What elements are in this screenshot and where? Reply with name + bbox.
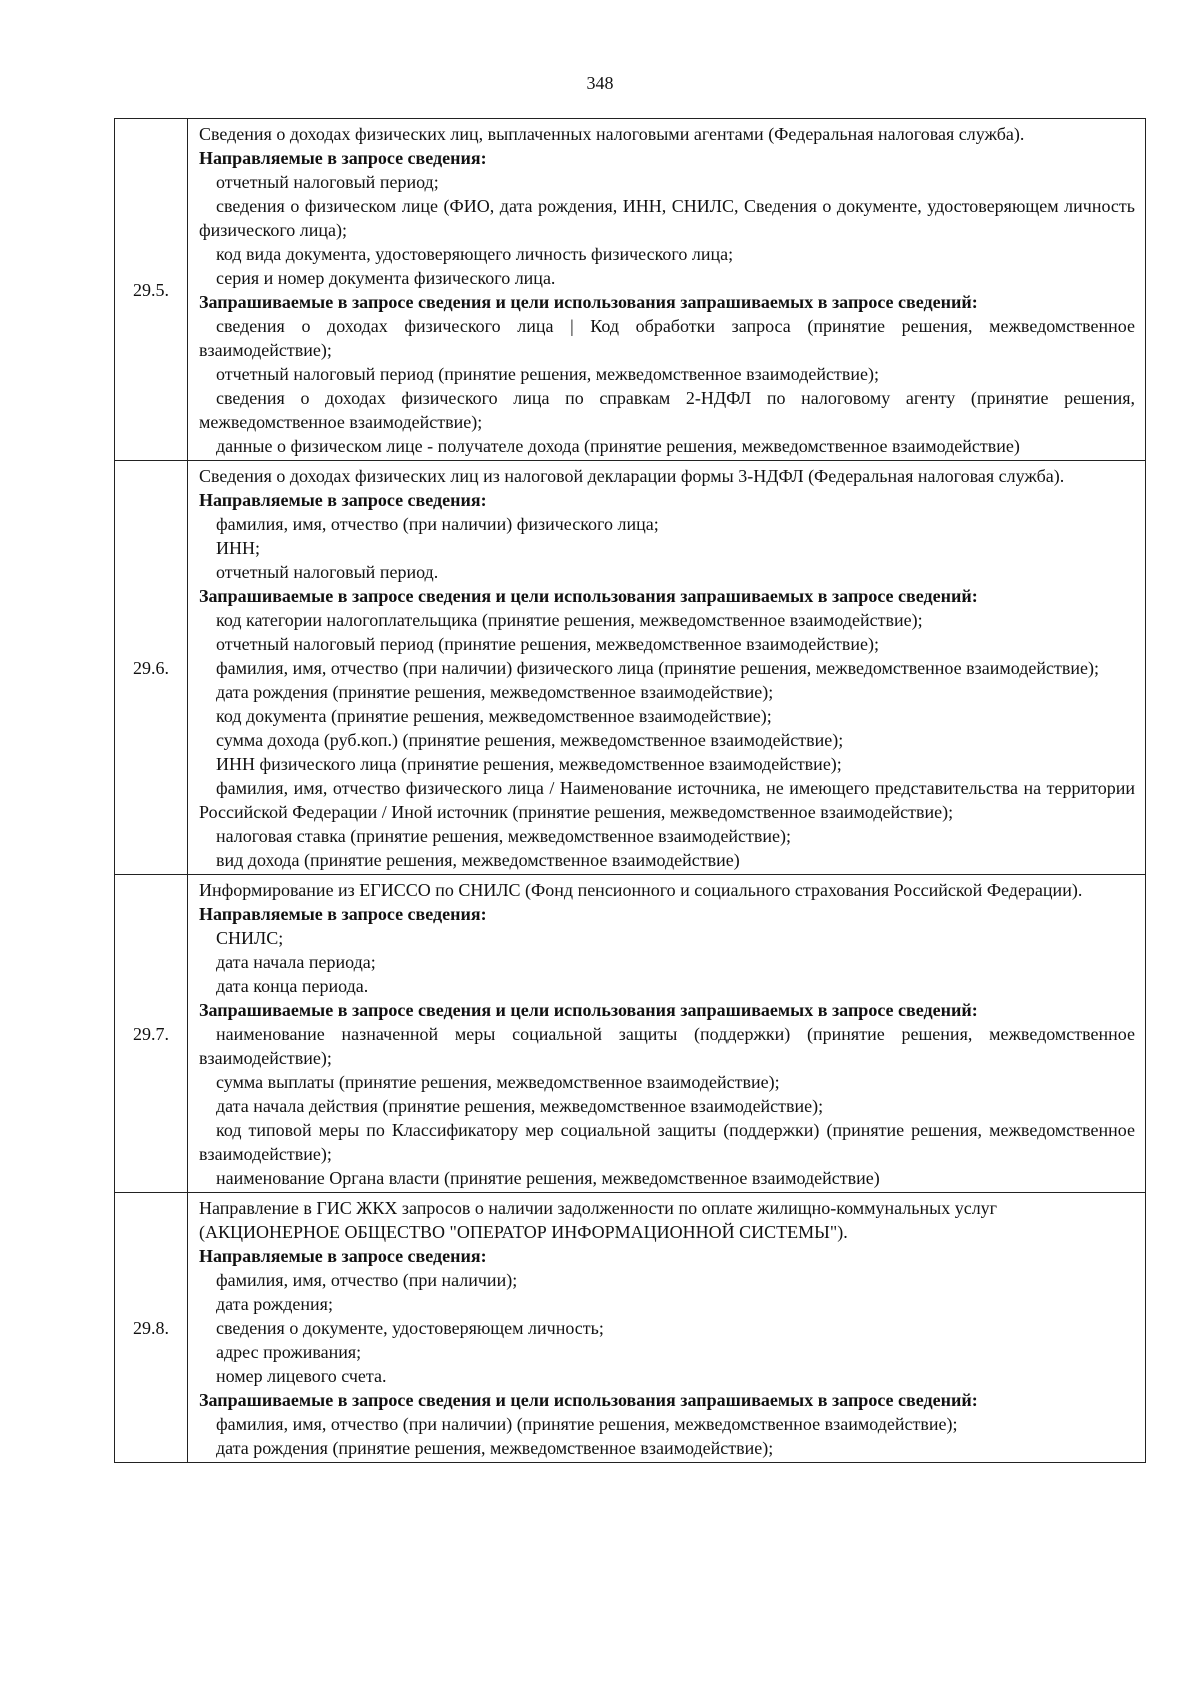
row-number: 29.6. [115, 461, 188, 875]
sent-item: серия и номер документа физического лица. [216, 268, 556, 288]
row-content [188, 461, 1146, 875]
row-number: 29.7. [115, 875, 188, 1193]
sent-heading: Направляемые в запросе сведения: [199, 904, 487, 924]
requested-item: код документа (принятие решения, межведомственное взаимодействие); [216, 706, 772, 726]
requested-item: дата начала действия (принятие решения, межведомственное взаимодействие); [216, 1096, 824, 1116]
sent-heading: Направляемые в запросе сведения: [199, 490, 487, 510]
sent-item: фамилия, имя, отчество (при наличии); [216, 1270, 518, 1290]
requested-item: код категории налогоплательщика (принятие решения, межведомственное взаимодействие); [216, 610, 923, 630]
requested-heading: Запрашиваемые в запросе сведения и цели использования запрашиваемых в запросе сведений: [199, 292, 978, 312]
sent-item: отчетный налоговый период; [216, 172, 439, 192]
requests-table-body [115, 119, 1146, 1463]
sent-item: дата начала периода; [216, 952, 376, 972]
table-row [115, 875, 1146, 1193]
sent-item: дата рождения; [216, 1294, 333, 1314]
requested-item: фамилия, имя, отчество (при наличии) (принятие решения, межведомственное взаимодействие); [216, 1414, 958, 1434]
requested-item: сумма выплаты (принятие решения, межведомственное взаимодействие); [216, 1072, 780, 1092]
sent-item: номер лицевого счета. [216, 1366, 387, 1386]
page-number: 348 [586, 73, 614, 93]
requested-item: налоговая ставка (принятие решения, межведомственное взаимодействие); [216, 826, 792, 846]
sent-item: СНИЛС; [216, 928, 284, 948]
requested-item: вид дохода (принятие решения, межведомственное взаимодействие) [216, 850, 740, 870]
sent-heading: Направляемые в запросе сведения: [199, 148, 487, 168]
requested-item: наименование Органа власти (принятие решения, межведомственное взаимодействие) [216, 1168, 880, 1188]
row-title: Направление в ГИС ЖКХ запросов о наличии задолженности по оплате жилищно-коммунальных услуг (АКЦИОНЕРНОЕ ОБЩЕСТВО "ОПЕРАТОР ИНФОРМАЦИОННОЙ СИСТЕМЫ"). [199, 1198, 998, 1242]
sent-item: отчетный налоговый период. [216, 562, 439, 582]
row-title: Сведения о доходах физических лиц из налоговой декларации формы 3-НДФЛ (Федеральная налоговая служба). [199, 466, 1065, 486]
sent-item: сведения о физическом лице (ФИО, дата рождения, ИНН, СНИЛС, Сведения о документе, удостоверяющем личность физического лица); [199, 196, 1135, 240]
sent-item: адрес проживания; [216, 1342, 362, 1362]
sent-item: дата конца периода. [216, 976, 369, 996]
row-title: Информирование из ЕГИССО по СНИЛС (Фонд пенсионного и социального страхования Российской Федерации). [199, 880, 1083, 900]
row-content [188, 119, 1146, 461]
requested-heading: Запрашиваемые в запросе сведения и цели использования запрашиваемых в запросе сведений: [199, 586, 978, 606]
table-row [115, 119, 1146, 461]
row-title: Сведения о доходах физических лиц, выплаченных налоговыми агентами (Федеральная налоговая служба). [199, 124, 1025, 144]
requested-item: отчетный налоговый период (принятие решения, межведомственное взаимодействие); [216, 634, 879, 654]
requested-item: дата рождения (принятие решения, межведомственное взаимодействие); [216, 1438, 774, 1458]
requested-item: ИНН физического лица (принятие решения, межведомственное взаимодействие); [216, 754, 842, 774]
row-content [188, 1193, 1146, 1463]
requested-item: сведения о доходах физического лица | Код обработки запроса (принятие решения, межведомственное взаимодействие); [199, 316, 1135, 360]
requested-item: данные о физическом лице - получателе дохода (принятие решения, межведомственное взаимодействие) [216, 436, 1020, 456]
requested-item: фамилия, имя, отчество (при наличии) физического лица (принятие решения, межведомственное взаимодействие); [216, 658, 1099, 678]
sent-heading: Направляемые в запросе сведения: [199, 1246, 487, 1266]
requested-heading: Запрашиваемые в запросе сведения и цели использования запрашиваемых в запросе сведений: [199, 1000, 978, 1020]
requested-item: код типовой меры по Классификатору мер социальной защиты (поддержки) (принятие решения, межведомственное взаимодействие); [199, 1120, 1135, 1164]
row-number: 29.8. [115, 1193, 188, 1463]
requested-item: дата рождения (принятие решения, межведомственное взаимодействие); [216, 682, 774, 702]
requests-table [114, 118, 1146, 1463]
sent-item: сведения о документе, удостоверяющем личность; [216, 1318, 604, 1338]
sent-item: фамилия, имя, отчество (при наличии) физического лица; [216, 514, 659, 534]
requested-item: сумма дохода (руб.коп.) (принятие решения, межведомственное взаимодействие); [216, 730, 844, 750]
sent-item: код вида документа, удостоверяющего личность физического лица; [216, 244, 734, 264]
requested-item: фамилия, имя, отчество физического лица / Наименование источника, не имеющего представительства на территории Российской Федерации / Иной источник (принятие решения, межведомственное взаимодействие); [199, 778, 1135, 822]
row-number: 29.5. [115, 119, 188, 461]
requested-item: наименование назначенной меры социальной защиты (поддержки) (принятие решения, межведомственное взаимодействие); [199, 1024, 1135, 1068]
requested-heading: Запрашиваемые в запросе сведения и цели использования запрашиваемых в запросе сведений: [199, 1390, 978, 1410]
sent-item: ИНН; [216, 538, 260, 558]
requested-item: сведения о доходах физического лица по справкам 2-НДФЛ по налоговому агенту (принятие решения, межведомственное взаимодействие); [199, 388, 1135, 432]
requested-item: отчетный налоговый период (принятие решения, межведомственное взаимодействие); [216, 364, 879, 384]
row-content [188, 875, 1146, 1193]
table-row [115, 1193, 1146, 1463]
table-row [115, 461, 1146, 875]
